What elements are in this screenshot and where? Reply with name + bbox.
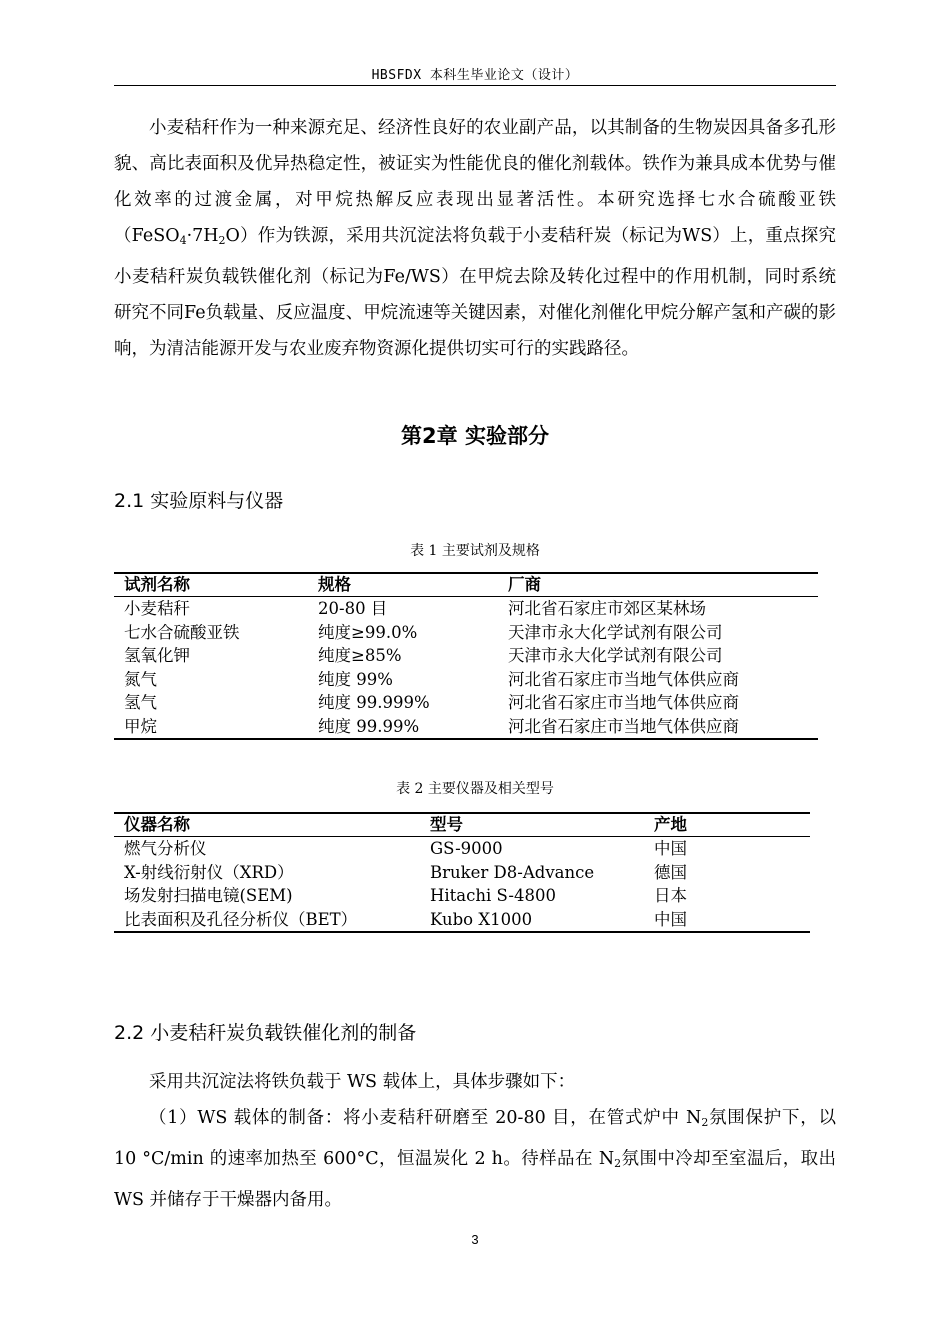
table-header-row — [114, 573, 818, 597]
table-row — [114, 861, 810, 885]
table-header-cell: 规格 — [318, 575, 351, 594]
chapter-title: 第2章 实验部分 — [401, 424, 549, 448]
table-cell: 中国 — [654, 909, 687, 929]
table-row — [114, 908, 810, 933]
table-header-cell: 仪器名称 — [124, 815, 190, 834]
table-cell: X-射线衍射仪（XRD） — [124, 862, 294, 882]
table-cell: 七水合硫酸亚铁 — [124, 622, 240, 642]
method-paragraph: 采用共沉淀法将铁负载于 WS 载体上，具体步骤如下： — [149, 1072, 576, 1092]
intro-text-2: ·7H — [186, 226, 219, 246]
table2-caption: 表 2 主要仪器及相关型号 — [396, 781, 554, 797]
table-cell: 氢气 — [124, 693, 157, 712]
intro-sub-2: 2 — [218, 234, 226, 247]
section-title-2-2: 2.2 小麦秸秆炭负载铁催化剂的制备 — [114, 1022, 417, 1044]
table-cell: 纯度≥85% — [318, 646, 402, 665]
table-cell: 河北省石家庄市当地气体供应商 — [508, 693, 739, 712]
table-cell: Bruker D8-Advance — [430, 862, 595, 882]
table1-caption: 表 1 主要试剂及规格 — [410, 543, 540, 559]
table-cell: 燃气分析仪 — [124, 839, 207, 858]
header-rule — [114, 85, 836, 86]
table-cell: 比表面积及孔径分析仪（BET） — [124, 909, 358, 929]
table-cell: 甲烷 — [124, 716, 157, 736]
table-cell: 氢氧化钾 — [124, 646, 190, 665]
table-row — [114, 668, 818, 692]
table-cell: 纯度≥99.0% — [318, 622, 418, 642]
step1-paragraph — [114, 1100, 836, 1218]
table-row — [114, 597, 818, 621]
table-row — [114, 691, 818, 715]
table-cell: Hitachi S-4800 — [430, 886, 556, 905]
page-number: 3 — [471, 1232, 479, 1247]
table-row — [114, 621, 818, 645]
intro-text-1: 小麦秸秆作为一种来源充足、经济性良好的农业副产品，以其制备的生物炭因具备多孔形貌、高比表面积及优异热稳定性，被证实为性能优良的催化剂载体。铁作为兼具成本优势与催化效率的过渡金属，对甲烷热解反应表现出显著活性。本研究选择七水合硫酸亚铁（FeSO — [114, 118, 836, 246]
table-cell: 河北省石家庄市当地气体供应商 — [508, 669, 739, 689]
table-cell: 氮气 — [124, 669, 157, 689]
table-cell: 德国 — [654, 862, 687, 882]
step1-sub-2: 2 — [614, 1157, 622, 1170]
step1-text-1: （1）WS 载体的制备：将小麦秸秆研磨至 20-80 目，在管式炉中 N — [149, 1108, 702, 1128]
reagents-table — [114, 572, 818, 740]
table-row — [114, 644, 818, 668]
table-header-row — [114, 813, 810, 837]
table-cell: 纯度 99.999% — [318, 693, 430, 712]
table-cell: 20-80 目 — [318, 599, 388, 618]
table-row — [114, 884, 810, 908]
table-row — [114, 715, 818, 740]
running-header: HBSFDX 本科生毕业论文（设计） — [371, 68, 579, 83]
table-cell: GS-9000 — [430, 839, 503, 858]
table-cell: 天津市永大化学试剂有限公司 — [508, 622, 723, 642]
table-cell: 中国 — [654, 839, 687, 858]
table-header-cell: 试剂名称 — [124, 575, 190, 594]
intro-sub-1: 4 — [179, 234, 187, 247]
table-header-cell: 型号 — [430, 815, 463, 834]
table-row — [114, 837, 810, 861]
table-cell: Kubo X1000 — [430, 909, 533, 929]
table-cell: 天津市永大化学试剂有限公司 — [508, 646, 723, 665]
section-title-2-1: 2.1 实验原料与仪器 — [114, 490, 284, 512]
intro-paragraph — [114, 110, 836, 367]
intro-text-3: O）作为铁源，采用共沉淀法将负载于小麦秸秆炭（标记为WS）上，重点探究小麦秸秆炭负载铁催化剂（标记为Fe/WS）在甲烷去除及转化过程中的作用机制，同时系统研究不同Fe负载量、反应温度、甲烷流速等关键因素，对催化剂催化甲烷分解产氢和产碳的影响，为清洁能源开发与农业废弃物资源化提供切实可行的实践路径。 — [114, 226, 836, 359]
table-header-cell: 产地 — [654, 815, 687, 834]
table-cell: 纯度 99% — [318, 669, 393, 689]
step1-sub-1: 2 — [701, 1116, 709, 1129]
table-header-cell: 厂商 — [508, 575, 541, 594]
table-cell: 小麦秸秆 — [124, 599, 190, 618]
table-cell: 河北省石家庄市郊区某林场 — [508, 599, 706, 618]
step1-text-2: 氛围保护下，以 10 °C/min 的速率加热至 600°C，恒温炭化 2 h。待样品在 N — [114, 1108, 837, 1169]
table-cell: 场发射扫描电镜(SEM) — [124, 886, 293, 905]
table-cell: 日本 — [654, 886, 687, 905]
step1-text-3: 氛围中冷却至室温后，取出 WS 并储存于干燥器内备用。 — [114, 1149, 837, 1210]
table-cell: 河北省石家庄市当地气体供应商 — [508, 716, 739, 736]
instruments-table — [114, 812, 810, 933]
table-cell: 纯度 99.99% — [318, 716, 420, 736]
